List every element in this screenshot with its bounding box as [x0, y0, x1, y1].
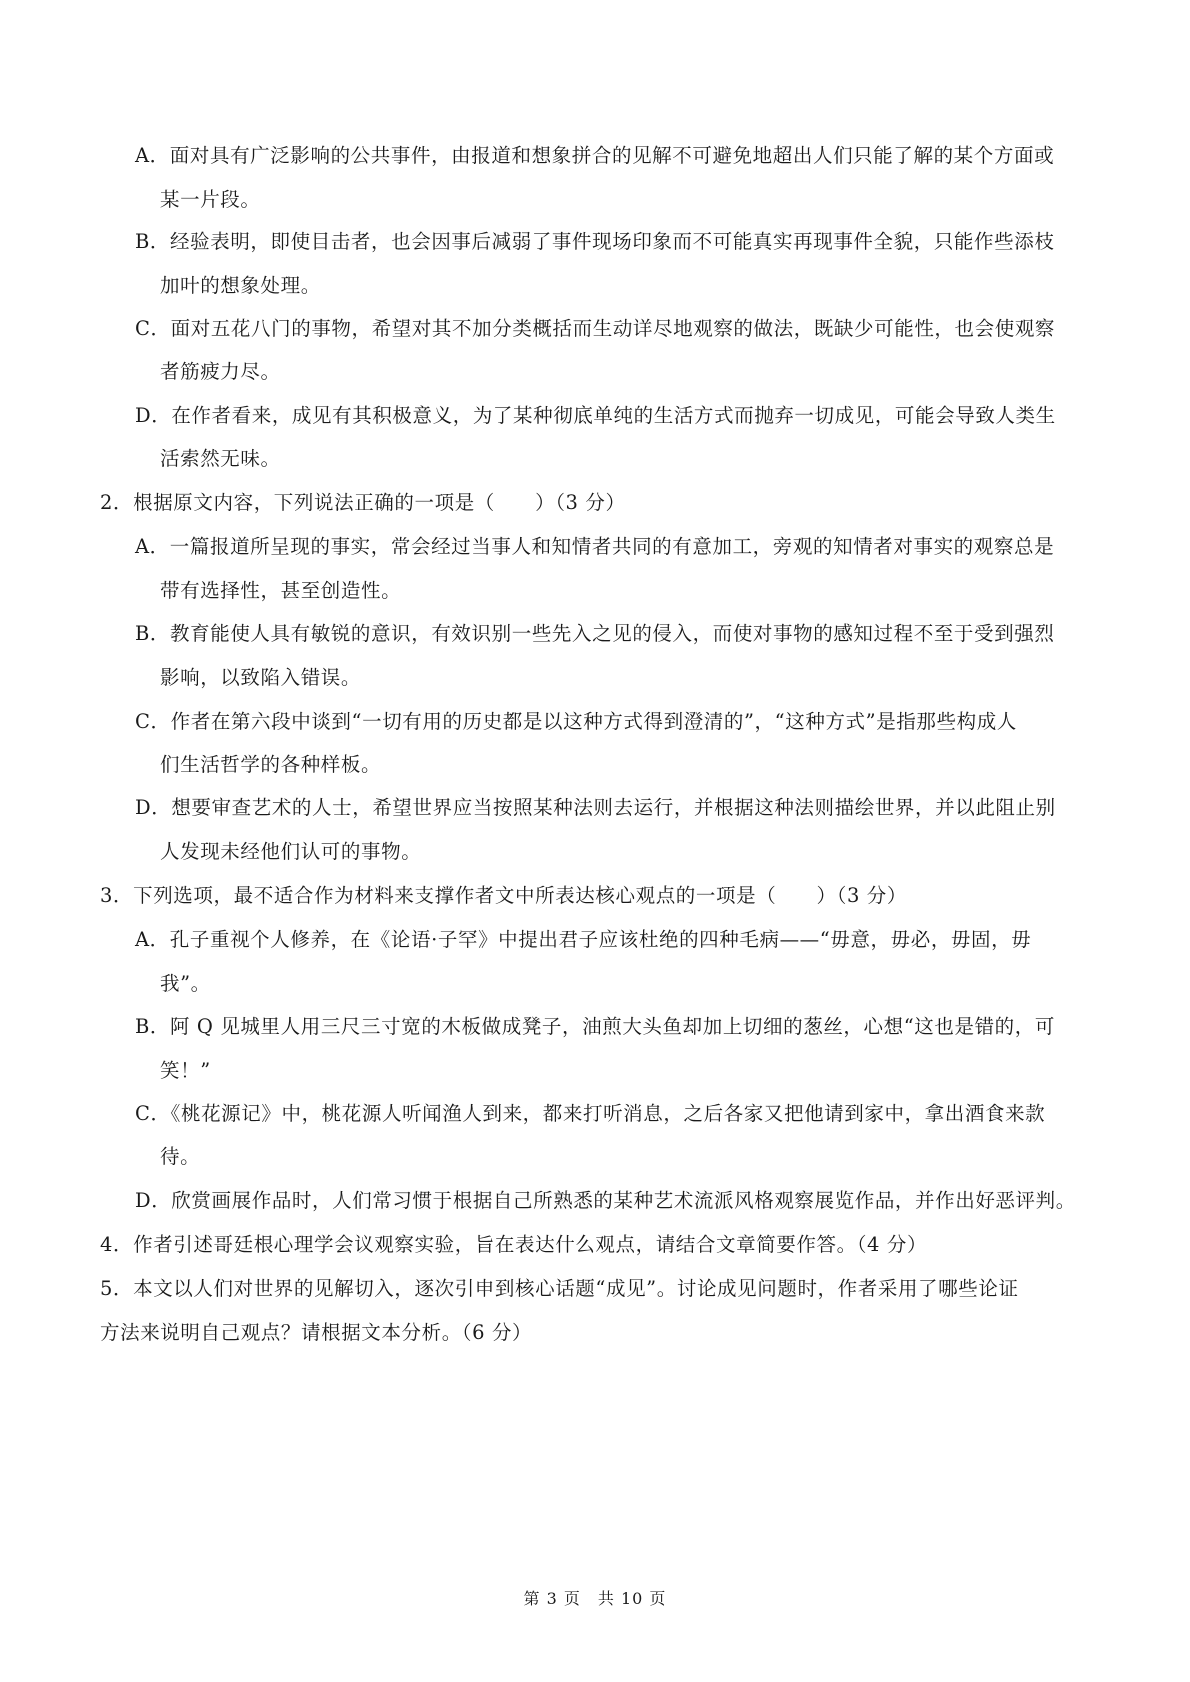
q2-option-c-line1: C．作者在第六段中谈到“一切有用的历史都是以这种方式得到澄清的”，“这种方式”是指那些构成人	[135, 710, 1017, 733]
q5-stem-line2: 方法来说明自己观点？请根据文本分析。（6 分）	[100, 1321, 533, 1344]
q3-option-b-line1: B．阿 Q 见城里人用三尺三寸宽的木板做成凳子，油煎大头鱼却加上切细的葱丝，心想“这也是错的，可	[135, 1015, 1055, 1038]
q1-option-a-line1: A．面对具有广泛影响的公共事件，由报道和想象拼合的见解不可避免地超出人们只能了解的某个方面或	[135, 144, 1055, 167]
page-number-footer: 第 3 页 共 10 页	[523, 1589, 667, 1608]
q1-option-a-line2: 某一片段。	[160, 188, 261, 211]
q3-option-b-line2: 笑！”	[160, 1059, 211, 1082]
q3-option-c-line2: 待。	[160, 1145, 201, 1168]
q2-option-d-line1: D．想要审查艺术的人士，希望世界应当按照某种法则去运行，并根据这种法则描绘世界，并以此阻止别	[135, 796, 1056, 819]
q1-option-d-line1: D．在作者看来，成见有其积极意义，为了某种彻底单纯的生活方式而抛弃一切成见，可能会导致人类生	[135, 404, 1056, 427]
q4-stem: 4．作者引述哥廷根心理学会议观察实验，旨在表达什么观点，请结合文章简要作答。（4 分）	[100, 1233, 928, 1256]
q2-option-a-line2: 带有选择性，甚至创造性。	[160, 579, 402, 602]
q5-stem-line1: 5．本文以人们对世界的见解切入，逐次引申到核心话题“成见”。讨论成见问题时，作者采用了哪些论证	[100, 1277, 1019, 1300]
q1-option-c-line1: C．面对五花八门的事物，希望对其不加分类概括而生动详尽地观察的做法，既缺少可能性，也会使观察	[135, 317, 1056, 340]
q1-option-b-line1: B．经验表明，即使目击者，也会因事后减弱了事件现场印象而不可能真实再现事件全貌，只能作些添枝	[135, 230, 1055, 253]
q1-option-b-line2: 加叶的想象处理。	[160, 274, 321, 297]
q1-option-c-line2: 者筋疲力尽。	[160, 360, 281, 383]
q2-option-a-line1: A．一篇报道所呈现的事实，常会经过当事人和知情者共同的有意加工，旁观的知情者对事实的观察总是	[135, 535, 1055, 558]
q2-stem: 2．根据原文内容，下列说法正确的一项是（ ）（3 分）	[100, 491, 626, 514]
q3-option-d-line1: D．欣赏画展作品时，人们常习惯于根据自己所熟悉的某种艺术流派风格观察展览作品，并作出好恶评判。	[135, 1189, 1076, 1212]
q2-option-c-line2: 们生活哲学的各种样板。	[160, 753, 382, 776]
q3-stem: 3．下列选项，最不适合作为材料来支撑作者文中所表达核心观点的一项是（ ）（3 分）	[100, 884, 907, 907]
q2-option-b-line2: 影响，以致陷入错误。	[160, 666, 362, 689]
q2-option-b-line1: B．教育能使人具有敏锐的意识，有效识别一些先入之见的侵入，而使对事物的感知过程不至于受到强烈	[135, 622, 1055, 645]
q2-option-d-line2: 人发现未经他们认可的事物。	[160, 840, 422, 863]
q3-option-a-line1: A．孔子重视个人修养，在《论语·子罕》中提出君子应该杜绝的四种毛病——“毋意，毋必，毋固，毋	[135, 928, 1032, 951]
q1-option-d-line2: 活索然无味。	[160, 447, 281, 470]
q3-option-a-line2: 我”。	[160, 972, 211, 995]
q3-option-c-line1: C．《桃花源记》中，桃花源人听闻渔人到来，都来打听消息，之后各家又把他请到家中，拿出酒食来款	[135, 1102, 1046, 1125]
